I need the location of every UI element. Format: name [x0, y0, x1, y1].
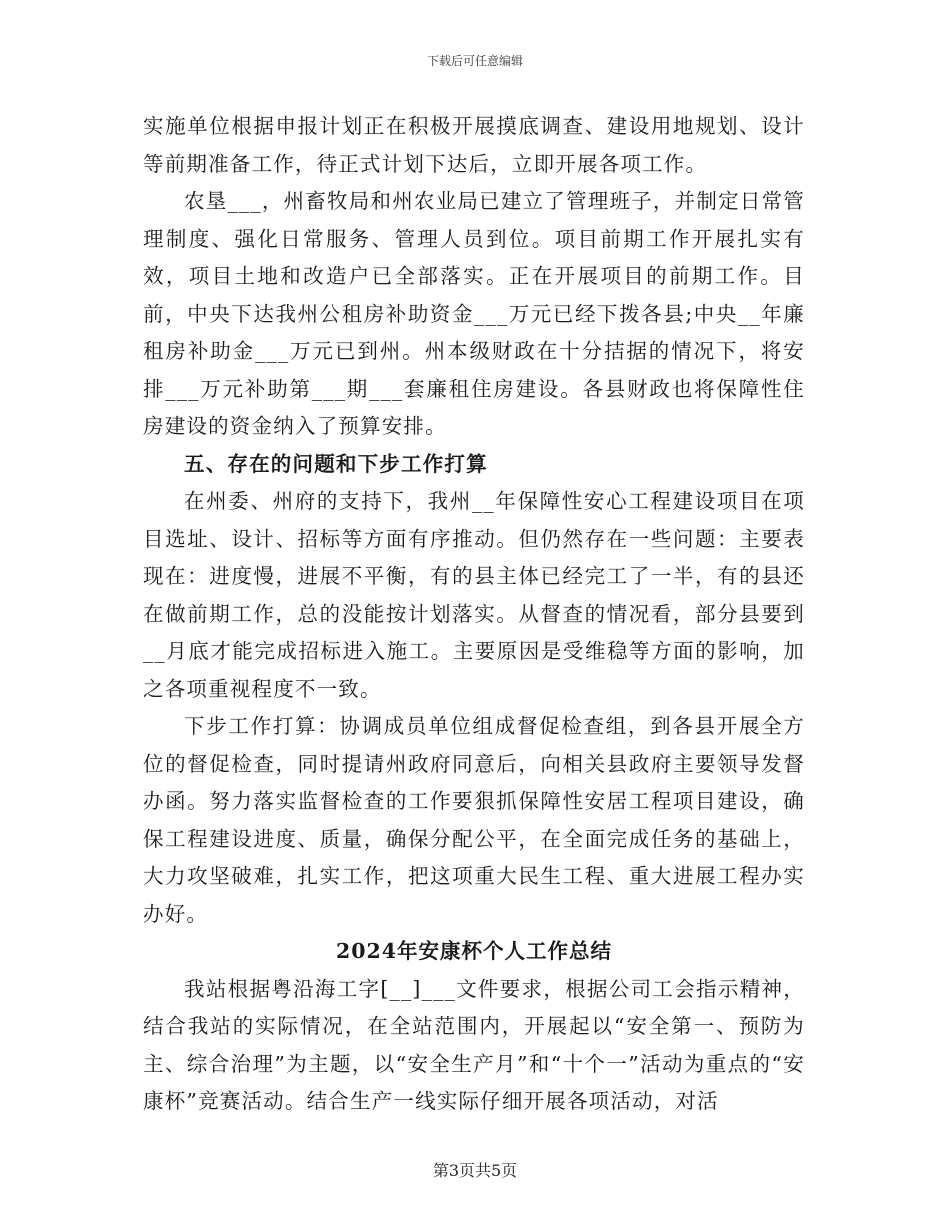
- paragraph-ankang-cup: 我站根据粤沿海工字[__]___文件要求，根据公司工会指示精神，结合我站的实际情况，在全站范围内，开展起以“安全第一、预防为主、综合治理”为主题，以“安全生产月”和“十个一”活动为重点的“安康杯”竞赛活动。结合生产一线实际仔细开展各项活动，对活: [143, 976, 805, 1113]
- document-title: 2024年安康杯个人工作总结: [335, 939, 613, 963]
- page-footer: 第3页共5页: [432, 1161, 518, 1180]
- section-heading: 五、存在的问题和下步工作打算: [184, 451, 488, 476]
- paragraph-next-steps: 下步工作打算：协调成员单位组成督促检查组，到各县开展全方位的督促检查，同时提请州政府同意后，向相关县政府主要领导发督办函。努力落实监督检查的工作要狠抓保障性安居工程项目建设，确保工程建设进度、质量，确保分配公平，在全面完成任务的基础上，大力攻坚破难，扎实工作，把这项重大民生工程、重大进展工程办实办好。: [143, 714, 805, 926]
- paragraph-continued: 实施单位根据申报计划正在积极开展摸底调查、建设用地规划、设计等前期准备工作，待正式计划下达后，立即开展各项工作。: [143, 114, 805, 176]
- paragraph-funding: 农垦___，州畜牧局和州农业局已建立了管理班子，并制定日常管理制度、强化日常服务、管理人员到位。项目前期工作开展扎实有效，项目土地和改造户已全部落实。正在开展项目的前期工作。目前，中央下达我州公租房补助资金___万元已经下拨各县;中央__年廉租房补助金___万元已到州。州本级财政在十分拮据的情况下，将安排___万元补助第___期___套廉租住房建设。各县财政也将保障性住房建设的资金纳入了预算安排。: [143, 189, 805, 438]
- document-body: [143, 108, 805, 1121]
- page-header: 下载后可任意编辑: [426, 54, 523, 68]
- paragraph-problems: 在州委、州府的支持下，我州__年保障性安心工程建设项目在项目选址、设计、招标等方面有序推动。但仍然存在一些问题：主要表现在：进度慢，进展不平衡，有的县主体已经完工了一半，有的县还在做前期工作，总的没能按计划落实。从督查的情况看，部分县要到__月底才能完成招标进入施工。主要原因是受维稳等方面的影响，加之各项重视程度不一致。: [143, 489, 805, 701]
